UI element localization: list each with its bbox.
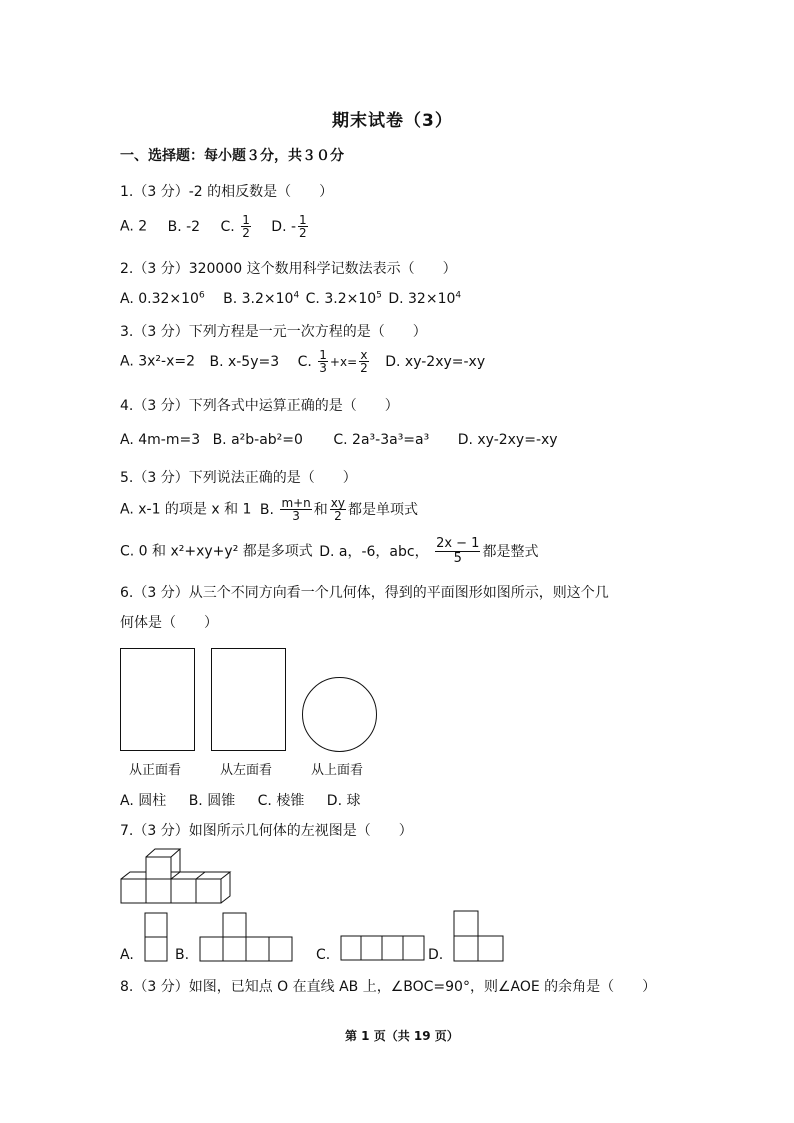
option-a[interactable]: A. 3x²-x=2: [120, 353, 196, 370]
option-b-suffix: 都是单项式: [348, 501, 418, 518]
numerator: 1: [242, 213, 250, 227]
option-a[interactable]: [120, 291, 205, 307]
denominator: 2: [299, 226, 307, 240]
option-b-label: B.: [259, 501, 274, 518]
option-c[interactable]: [220, 213, 258, 240]
option-a[interactable]: A.: [120, 947, 134, 963]
caption-front-view: 从正面看: [129, 763, 182, 778]
option-b-figure: [199, 912, 293, 962]
question-1-stem: 1.（3 分）-2 的相反数是（ ）: [120, 184, 334, 200]
fraction: [359, 349, 369, 374]
numerator: 1: [319, 348, 327, 362]
fraction: [330, 497, 346, 522]
option-a-text: A. 0.32×10: [120, 291, 199, 307]
option-d-suffix: 都是整式: [482, 543, 539, 560]
option-b[interactable]: B. a²b-ab²=0: [212, 432, 303, 448]
question-3-options: [120, 349, 485, 374]
option-d-label: D. a，-6，abc，: [319, 543, 429, 560]
option-c[interactable]: [297, 348, 376, 375]
option-d-text: D. 32×10: [388, 291, 456, 307]
left-view-rectangle: [211, 648, 286, 751]
option-d[interactable]: D. xy-2xy=-xy: [385, 353, 486, 370]
option-b[interactable]: B. -2: [167, 218, 201, 235]
option-b[interactable]: B. 圆锥: [188, 793, 236, 809]
caption-top-view: 从上面看: [311, 763, 364, 778]
fraction: [280, 497, 311, 522]
question-2-options: [120, 291, 461, 307]
option-d-figure: [453, 910, 505, 962]
page-footer: 第 1 页（共 19 页）: [345, 1029, 459, 1043]
denominator: 2: [360, 361, 368, 375]
denominator: 3: [292, 509, 300, 523]
question-5-options-row1: [120, 497, 418, 522]
cube-solid-figure: [118, 846, 236, 906]
front-view-rectangle: [120, 648, 195, 751]
exponent: 4: [455, 290, 462, 301]
option-b[interactable]: B.: [175, 947, 190, 963]
fraction: [298, 214, 308, 239]
numerator: 2x − 1: [436, 536, 480, 551]
option-d[interactable]: [388, 291, 461, 307]
option-d-label: D. -: [271, 218, 297, 235]
option-c[interactable]: C. 0 和 x²+xy+y² 都是多项式: [120, 543, 313, 560]
option-a[interactable]: A. 圆柱: [120, 793, 167, 809]
denominator: 3: [319, 361, 327, 375]
option-a[interactable]: A. x-1 的项是 x 和 1: [120, 501, 252, 518]
option-a[interactable]: A. 4m-m=3: [120, 432, 201, 448]
option-b-text: B. 3.2×10: [223, 291, 294, 307]
option-c[interactable]: C. 棱锥: [257, 793, 305, 809]
page-title: 期末试卷（3）: [332, 111, 453, 131]
option-b[interactable]: B. x-5y=3: [209, 353, 280, 370]
option-d[interactable]: [271, 213, 309, 240]
conjunction: 和: [313, 501, 328, 518]
question-1-options: [120, 214, 310, 239]
option-b[interactable]: [259, 496, 418, 523]
denominator: 2: [334, 509, 342, 523]
option-a-figure: [144, 912, 168, 962]
section-header: 一、选择题：每小题３分，共３０分: [120, 148, 344, 164]
option-c[interactable]: C.: [316, 947, 331, 963]
option-d[interactable]: D. 球: [326, 793, 361, 809]
equation-middle: +x=: [329, 354, 358, 369]
option-c-label: C.: [220, 218, 235, 235]
option-a[interactable]: A. 2: [120, 218, 148, 235]
exponent: 6: [198, 290, 205, 301]
fraction: [241, 214, 251, 239]
fraction: [318, 349, 328, 374]
option-b[interactable]: [223, 291, 299, 307]
numerator: x: [360, 348, 368, 362]
top-view-circle: [302, 677, 377, 752]
option-d[interactable]: [319, 536, 539, 566]
question-2-stem: 2.（3 分）320000 这个数用科学记数法表示（ ）: [120, 261, 457, 277]
numerator: m+n: [281, 496, 311, 510]
question-4-stem: 4.（3 分）下列各式中运算正确的是（ ）: [120, 398, 399, 414]
exponent: 5: [376, 290, 382, 301]
numerator: xy: [330, 496, 345, 510]
numerator: 1: [299, 213, 307, 227]
option-d[interactable]: D.: [428, 947, 444, 963]
question-8-stem: 8.（3 分）如图，已知点 O 在直线 AB 上，∠BOC=90°，则∠AOE 的余角是（ ）: [120, 979, 657, 995]
question-7-stem: 7.（3 分）如图所示几何体的左视图是（ ）: [120, 823, 413, 839]
option-c-label: C.: [297, 353, 312, 370]
option-c-figure: [340, 935, 425, 962]
option-c[interactable]: [306, 291, 382, 307]
question-6-options: [120, 790, 360, 810]
option-c-text: C. 3.2×10: [305, 291, 377, 307]
question-4-options: [120, 432, 558, 448]
question-5-options-row2: [120, 537, 538, 566]
denominator: 2: [242, 226, 250, 240]
option-d[interactable]: D. xy-2xy=-xy: [457, 432, 558, 448]
denominator: 5: [453, 551, 462, 566]
option-c[interactable]: C. 2a³-3a³=a³: [333, 432, 430, 448]
question-5-stem: 5.（3 分）下列说法正确的是（ ）: [120, 470, 357, 486]
question-6-stem-line2: 何体是（ ）: [120, 615, 218, 631]
question-6-stem-line1: 6.（3 分）从三个不同方向看一个几何体，得到的平面图形如图所示，则这个几: [120, 585, 609, 601]
question-3-stem: 3.（3 分）下列方程是一元一次方程的是（ ）: [120, 324, 427, 340]
fraction: [435, 537, 480, 566]
caption-left-view: 从左面看: [220, 763, 273, 778]
exponent: 4: [293, 290, 300, 301]
